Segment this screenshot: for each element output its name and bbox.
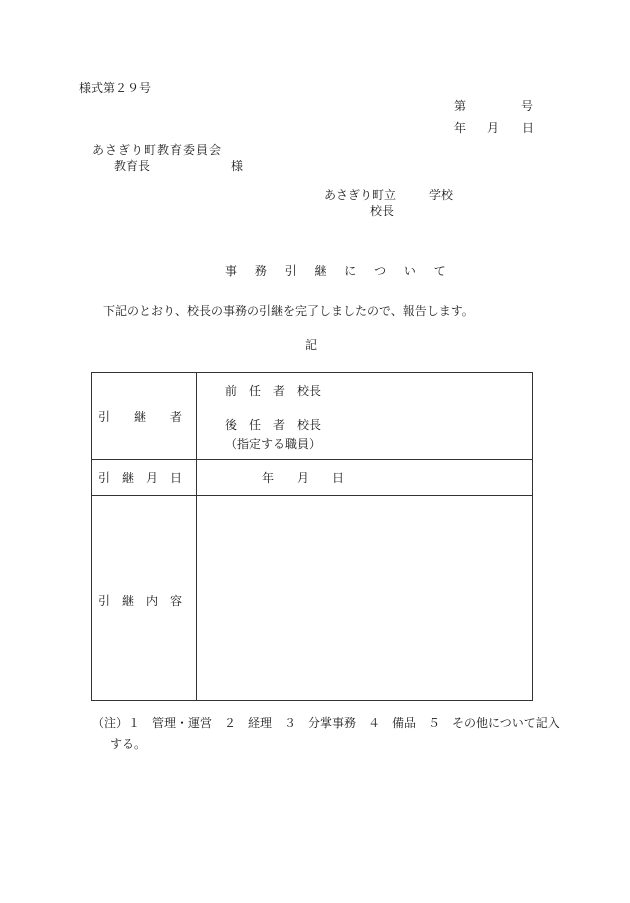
handover-contents-field[interactable] [198, 497, 530, 698]
date-month: 月 [487, 121, 500, 135]
body-text: 下記のとおり、校長の事務の引継を完了しましたので、報告します。 [103, 304, 474, 318]
handover-date-day: 日 [332, 471, 345, 485]
successor-label: 後 任 者 校長 [225, 418, 322, 432]
document-number-prefix: 第 [454, 99, 467, 113]
row-label-handover-date: 引 継 月 日 [98, 471, 183, 485]
date-day: 日 [522, 121, 535, 135]
predecessor-label: 前 任 者 校長 [225, 384, 322, 398]
sender-school-prefix: あさぎり町立 [324, 188, 397, 202]
handover-date-month: 月 [297, 471, 310, 485]
sender-title: 校長 [370, 204, 395, 218]
document-number-suffix: 号 [521, 99, 534, 113]
ki-mark: 記 [305, 338, 318, 352]
sender-school-suffix: 学校 [429, 188, 454, 202]
date-year: 年 [454, 121, 467, 135]
row-label-handover-contents: 引 継 内 容 [98, 594, 183, 608]
form-number: 様式第２９号 [79, 81, 152, 95]
note-line-2: する。 [110, 737, 147, 751]
addressee-board: あさぎり町教育委員会 [92, 143, 223, 157]
table-row-divider-2 [92, 495, 532, 496]
handover-date-year: 年 [262, 471, 275, 485]
addressee-honorific: 様 [231, 159, 244, 173]
document-title: 事 務 引 継 に つ い て [225, 264, 453, 278]
note-line-1: （注）１ 管理・運営 ２ 経理 ３ 分掌事務 ４ 備品 ５ その他について記入 [92, 716, 560, 730]
table-column-divider [196, 373, 197, 700]
handover-table [91, 372, 533, 701]
addressee-title: 教育長 [114, 159, 151, 173]
row-label-handover-persons: 引 継 者 [98, 410, 183, 424]
table-row-divider-1 [92, 459, 532, 460]
designated-staff-label: （指定する職員） [225, 437, 322, 451]
